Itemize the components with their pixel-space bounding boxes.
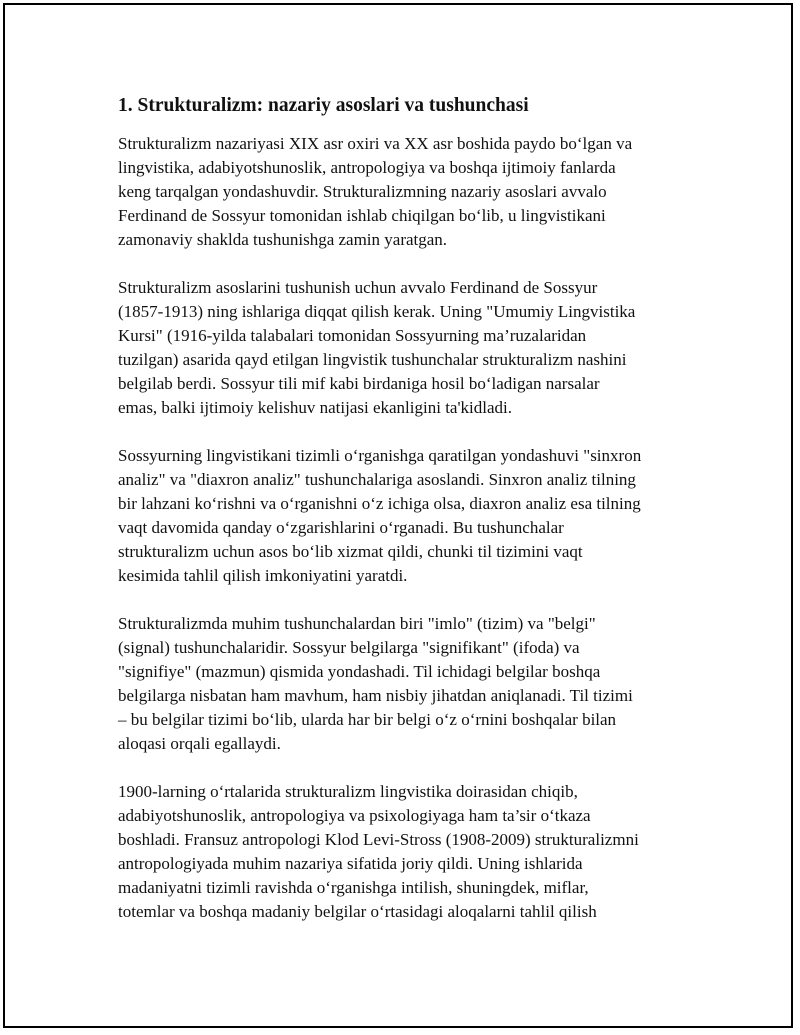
paragraph-line: (signal) tushunchalaridir. Sossyur belgilarga "signifikant" (ifoda) va [118,638,580,657]
paragraph-line: (1857-1913) ning ishlariga diqqat qilish kerak. Uning "Umumiy Lingvistika [118,302,636,321]
document-body [118,92,688,948]
paragraph-line: antropologiyada muhim nazariya sifatida joriy qildi. Uning ishlarida [118,854,583,873]
paragraph-line: lingvistika, adabiyotshunoslik, antropologiya va boshqa ijtimoiy fanlarda [118,158,616,177]
paragraph-line: strukturalizm uchun asos bo‘lib xizmat qildi, chunki til tizimini vaqt [118,542,583,561]
paragraph-line: "signifiye" (mazmun) qismida yondashadi. Til ichidagi belgilar boshqa [118,662,601,681]
paragraph-line: totemlar va boshqa madaniy belgilar o‘rtasidagi aloqalarni tahlil qilish [118,902,597,921]
paragraph-line: keng tarqalgan yondashuvdir. Strukturalizmning nazariy asoslari avvalo [118,182,607,201]
paragraph-line: Strukturalizm asoslarini tushunish uchun avvalo Ferdinand de Sossyur [118,278,598,297]
paragraph-line: zamonaviy shaklda tushunishga zamin yaratgan. [118,230,448,249]
paragraph-1 [118,132,688,252]
paragraph-3 [118,444,688,588]
paragraph-line: Ferdinand de Sossyur tomonidan ishlab chiqilgan bo‘lib, u lingvistikani [118,206,606,225]
paragraph-line: boshladi. Fransuz antropologi Klod Levi-Stross (1908-2009) strukturalizmni [118,830,639,849]
paragraph-2 [118,276,688,420]
paragraph-line: 1900-larning o‘rtalarida strukturalizm lingvistika doirasidan chiqib, [118,782,578,801]
paragraph-line: aloqasi orqali egallaydi. [118,734,281,753]
paragraph-line: madaniyatni tizimli ravishda o‘rganishga intilish, shuningdek, miflar, [118,878,589,897]
paragraph-line: kesimida tahlil qilish imkoniyatini yaratdi. [118,566,408,585]
paragraph-line: bir lahzani ko‘rishni va o‘rganishni o‘z ichiga olsa, diaxron analiz esa tilning [118,494,641,513]
paragraph-line: analiz" va "diaxron analiz" tushunchalariga asoslandi. Sinxron analiz tilning [118,470,636,489]
paragraph-5 [118,780,688,924]
paragraph-4 [118,612,688,756]
paragraph-line: belgilarga nisbatan ham mavhum, ham nisbiy jihatdan aniqlanadi. Til tizimi [118,686,633,705]
paragraph-line: tuzilgan) asarida qayd etilgan lingvistik tushunchalar strukturalizm nashini [118,350,627,369]
paragraph-line: Strukturalizmda muhim tushunchalardan biri "imlo" (tizim) va "belgi" [118,614,596,633]
paragraph-line: Kursi" (1916-yilda talabalari tomonidan Sossyurning ma’ruzalaridan [118,326,587,345]
paragraph-line: Strukturalizm nazariyasi XIX asr oxiri va XX asr boshida paydo bo‘lgan va [118,134,633,153]
paragraph-line: vaqt davomida qanday o‘zgarishlarini o‘rganadi. Bu tushunchalar [118,518,564,537]
paragraph-line: emas, balki ijtimoiy kelishuv natijasi ekanligini ta'kidladi. [118,398,512,417]
paragraph-line: adabiyotshunoslik, antropologiya va psixologiyaga ham ta’sir o‘tkaza [118,806,591,825]
paragraph-line: Sossyurning lingvistikani tizimli o‘rganishga qaratilgan yondashuvi "sinxron [118,446,642,465]
section-heading: 1. Strukturalizm: nazariy asoslari va tushunchasi [118,95,529,116]
paragraph-line: belgilab berdi. Sossyur tili mif kabi birdaniga hosil bo‘ladigan narsalar [118,374,600,393]
paragraph-line: – bu belgilar tizimi bo‘lib, ularda har bir belgi o‘z o‘rnini boshqalar bilan [118,710,617,729]
